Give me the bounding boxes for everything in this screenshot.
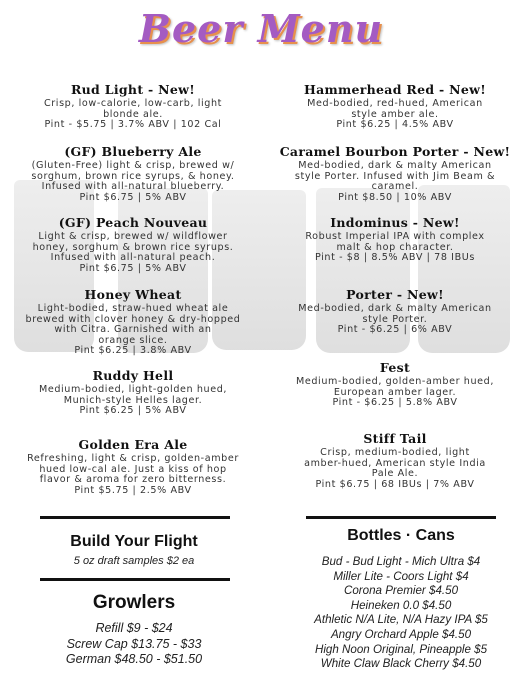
beer-price-line: Pint $6.75 | 5% ABV bbox=[79, 191, 187, 203]
beer-porter bbox=[270, 287, 520, 336]
beer-desc-line: Med-bodied, red-hued, American bbox=[307, 98, 483, 109]
beer-desc-line: malt & hop character. bbox=[336, 241, 454, 253]
bottle-item: White Claw Black Cherry $4.50 bbox=[320, 657, 482, 671]
bottle-item: Athletic N/A Lite, N/A Hazy IPA $5 bbox=[314, 613, 488, 627]
flight-bottom-divider bbox=[40, 578, 230, 581]
beer-name: Honey Wheat bbox=[84, 287, 182, 302]
beer-desc-line: honey, sorghum & brown rice syrups. bbox=[32, 241, 234, 253]
bottle-item: Heineken 0.0 $4.50 bbox=[350, 598, 452, 612]
bottle-item: Angry Orchard Apple $4.50 bbox=[330, 627, 472, 641]
bottle-item: Corona Premier $4.50 bbox=[343, 584, 459, 598]
growler-item: German $48.50 - $51.50 bbox=[65, 652, 203, 667]
beer-price-line: Pint - $5.75 | 3.7% ABV | 102 Cal bbox=[44, 119, 222, 131]
beer-fest bbox=[270, 360, 520, 409]
beer-honey-wheat bbox=[8, 287, 258, 357]
beer-price-line: Pint $6.25 | 4.5% ABV bbox=[336, 119, 454, 131]
beer-name: (GF) Peach Nouveau bbox=[58, 215, 208, 230]
beer-desc-line: brewed with clover honey & dry-hopped bbox=[25, 313, 241, 325]
beer-name: Porter - New! bbox=[346, 287, 444, 302]
beer-name: (GF) Blueberry Ale bbox=[64, 144, 202, 159]
flight-subtitle: 5 oz draft samples $2 ea bbox=[73, 555, 195, 567]
bottles-list bbox=[284, 555, 518, 672]
beer-indominus bbox=[270, 215, 520, 264]
beer-desc-line: sorghum, brown rice syrups, & honey. bbox=[31, 170, 235, 182]
beer-gf-peach-nouveau bbox=[8, 215, 258, 274]
beer-desc-line: Refreshing, light & crisp, golden-amber bbox=[27, 453, 239, 464]
beer-desc-line: Medium-bodied, golden-amber hued, bbox=[295, 376, 494, 387]
beer-name: Stiff Tail bbox=[363, 431, 427, 446]
beer-desc-line: Pale Ale. bbox=[371, 468, 419, 480]
beer-name: Ruddy Hell bbox=[92, 368, 174, 383]
beer-desc-line: style amber ale. bbox=[351, 108, 439, 120]
beer-desc-line: European amber lager. bbox=[333, 386, 457, 398]
bottles-top-divider bbox=[306, 516, 496, 519]
beer-golden-era-ale bbox=[8, 437, 258, 496]
flight-title: Build Your Flight bbox=[70, 533, 198, 550]
beer-desc-line: style Porter. Infused with Jim Beam & bbox=[294, 170, 496, 182]
beer-desc-line: style Porter. bbox=[362, 313, 428, 325]
beer-desc-line: orange slice. bbox=[98, 334, 168, 346]
beer-gf-blueberry-ale bbox=[8, 144, 258, 203]
beer-price-line: Pint - $6.25 | 5.8% ABV bbox=[332, 397, 458, 409]
beer-desc-line: hued low-cal ale. Just a kiss of hop bbox=[39, 463, 227, 475]
beer-desc-line: Munich-style Helles lager. bbox=[63, 394, 203, 406]
growlers-title: Growlers bbox=[92, 592, 176, 613]
beer-desc-line: Infused with all-natural blueberry. bbox=[41, 181, 225, 193]
beer-price-line: Pint $6.75 | 5% ABV bbox=[79, 262, 187, 274]
beer-desc-line: blonde ale. bbox=[103, 108, 163, 120]
beer-desc-line: caramel. bbox=[371, 181, 419, 193]
beer-price-line: Pint $5.75 | 2.5% ABV bbox=[74, 484, 192, 496]
beer-name: Indominus - New! bbox=[330, 215, 460, 230]
beer-desc-line: Medium-bodied, light-golden hued, bbox=[38, 384, 228, 395]
beer-stiff-tail bbox=[270, 431, 520, 490]
bottles-title: Bottles · Cans bbox=[347, 527, 455, 544]
bottle-item: Miller Lite - Coors Light $4 bbox=[333, 569, 469, 583]
beer-desc-line: Light-bodied, straw-hued wheat ale bbox=[37, 303, 229, 314]
beer-hammerhead-red bbox=[270, 82, 520, 131]
beer-desc-line: (Gluten-Free) light & crisp, brewed w/ bbox=[31, 160, 235, 171]
beer-name: Rud Light - New! bbox=[70, 82, 196, 97]
growler-item: Refill $9 - $24 bbox=[95, 621, 173, 635]
beer-desc-line: amber-hued, American style India bbox=[304, 457, 486, 469]
beer-name: Hammerhead Red - New! bbox=[303, 82, 487, 97]
beer-rud-light bbox=[8, 82, 258, 131]
beer-price-line: Pint $6.75 | 68 IBUs | 7% ABV bbox=[315, 478, 475, 490]
flight-top-divider bbox=[40, 516, 230, 519]
beer-price-line: Pint $6.25 | 5% ABV bbox=[79, 405, 187, 417]
beer-name: Golden Era Ale bbox=[78, 437, 188, 452]
beer-price-line: Pint $8.50 | 10% ABV bbox=[338, 191, 452, 203]
bottle-item: High Noon Original, Pineapple $5 bbox=[314, 642, 488, 656]
beer-ruddy-hell bbox=[8, 368, 258, 417]
beer-desc-line: Crisp, medium-bodied, light bbox=[320, 447, 470, 458]
beer-desc-line: flavor & aroma for zero bitterness. bbox=[39, 474, 227, 486]
beer-desc-line: Light & crisp, brewed w/ wildflower bbox=[38, 231, 228, 242]
beer-desc-line: Infused with all-natural peach. bbox=[50, 252, 216, 264]
beer-caramel-bourbon-porter bbox=[270, 144, 520, 203]
beer-desc-line: Crisp, low-calorie, low-carb, light bbox=[43, 98, 223, 109]
growlers-list bbox=[28, 621, 240, 668]
beer-price-line: Pint - $6.25 | 6% ABV bbox=[337, 324, 453, 336]
growler-item: Screw Cap $13.75 - $33 bbox=[66, 636, 202, 651]
beer-price-line: Pint - $8 | 8.5% ABV | 78 IBUs bbox=[314, 252, 476, 264]
beer-name: Caramel Bourbon Porter - New! bbox=[279, 144, 511, 159]
beer-desc-line: Robust Imperial IPA with complex bbox=[305, 231, 485, 242]
beer-desc-line: Med-bodied, dark & malty American bbox=[298, 303, 492, 314]
beer-desc-line: Med-bodied, dark & malty American bbox=[298, 160, 492, 171]
page-title: Beer Menu bbox=[138, 6, 384, 51]
bottle-item: Bud - Bud Light - Mich Ultra $4 bbox=[321, 555, 481, 568]
beer-price-line: Pint $6.25 | 3.8% ABV bbox=[74, 345, 192, 357]
beer-desc-line: with Citra. Garnished with an bbox=[54, 324, 212, 336]
beer-name: Fest bbox=[379, 360, 411, 375]
